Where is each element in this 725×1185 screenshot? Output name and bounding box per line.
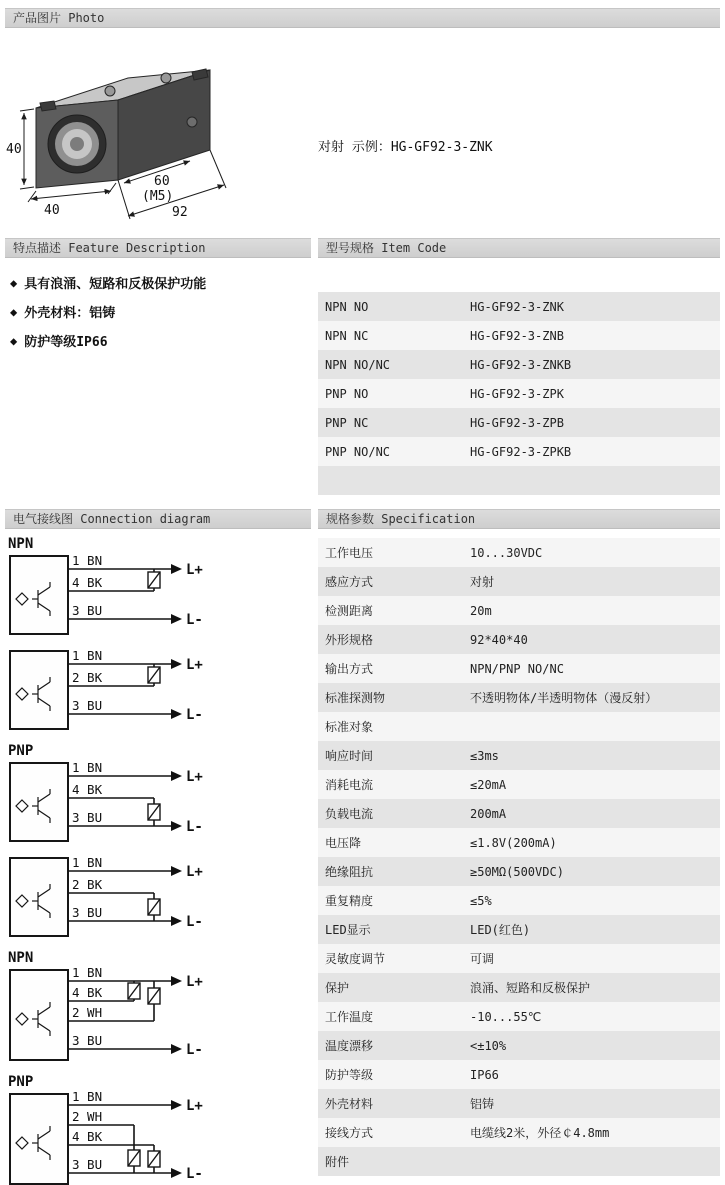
wiring-diagram-svg — [8, 967, 238, 1063]
dimension-height: 40 — [6, 142, 22, 157]
spec-value: 不透明物体/半透明物体（漫反射） — [470, 691, 658, 705]
load-symbol-icon — [128, 983, 140, 999]
load-symbol-icon — [148, 1151, 160, 1167]
feature-text: 防护等级IP66 — [24, 335, 108, 350]
feature-list — [10, 268, 310, 355]
item-code-row — [318, 437, 720, 466]
load-symbol-icon — [148, 988, 160, 1004]
spec-name: 保护 — [325, 981, 350, 995]
dimension-width: 40 — [44, 203, 60, 218]
pin-label: 3 BU — [72, 905, 103, 920]
side-screw — [187, 117, 197, 127]
arrow-icon — [171, 614, 182, 624]
dimension-thread: 60 — [154, 174, 170, 189]
bullet-diamond-icon: ◆ — [10, 304, 18, 319]
load-symbol-icon — [148, 572, 160, 588]
spec-value: -10...55℃ — [470, 1009, 542, 1024]
pin-label: 4 BK — [72, 985, 103, 1000]
spec-row — [318, 741, 720, 770]
item-code-row — [318, 292, 720, 321]
mounting-hole-2 — [161, 73, 171, 83]
spec-name: 重复精度 — [325, 894, 374, 908]
wiring-diagram-svg — [8, 760, 238, 844]
pin-label: 2 BK — [72, 877, 103, 892]
spec-value: 可调 — [470, 952, 495, 966]
load-symbol-icon — [148, 899, 160, 915]
rail-label: L+ — [186, 657, 203, 673]
arrow-icon — [171, 916, 182, 926]
load-symbol-icon — [148, 804, 160, 820]
spec-row — [318, 1002, 720, 1031]
lens — [48, 115, 106, 173]
item-type: PNP NO/NC — [325, 444, 391, 459]
spec-row — [318, 567, 720, 596]
spec-row — [318, 654, 720, 683]
mounting-tab-left — [40, 101, 56, 111]
wiring-diagram-svg — [8, 648, 238, 732]
arrow-icon — [171, 771, 182, 781]
diagram-list — [8, 536, 310, 1185]
pin-label: 2 WH — [72, 1005, 103, 1020]
spec-row — [318, 712, 720, 741]
spec-row — [318, 625, 720, 654]
wiring-diagram — [8, 536, 310, 641]
pin-label: 2 WH — [72, 1109, 103, 1124]
diagram-title: PNP — [8, 743, 34, 759]
section-title: 电气接线图 Connection diagram — [13, 512, 211, 526]
spec-row — [318, 683, 720, 712]
spec-row — [318, 973, 720, 1002]
wiring-diagram-svg — [8, 553, 238, 637]
pin-label: 1 BN — [72, 553, 103, 568]
item-code-row — [318, 321, 720, 350]
section-title: 规格参数 Specification — [326, 512, 476, 526]
item-type: PNP NC — [325, 415, 369, 430]
pin-label: 4 BK — [72, 782, 103, 797]
spec-row — [318, 1060, 720, 1089]
wiring-diagram — [8, 855, 310, 943]
pin-label: 1 BN — [72, 760, 103, 775]
wiring-diagram-svg — [8, 1091, 238, 1185]
spec-name: 工作电压 — [325, 546, 374, 560]
spec-row — [318, 828, 720, 857]
load-symbol-icon — [128, 1150, 140, 1166]
section-title: 型号规格 Item Code — [326, 241, 447, 255]
item-code-row — [318, 466, 720, 495]
pin-label: 1 BN — [72, 967, 103, 980]
spec-row — [318, 1118, 720, 1147]
rail-label: L- — [186, 1166, 203, 1182]
pin-label: 3 BU — [72, 810, 103, 825]
pin-label: 3 BU — [72, 698, 103, 713]
spec-name: 电压降 — [325, 836, 362, 850]
rail-label: L+ — [186, 974, 203, 990]
item-code-value: HG-GF92-3-ZNB — [470, 328, 564, 343]
arrow-icon — [171, 564, 182, 574]
spec-row — [318, 1031, 720, 1060]
spec-row — [318, 857, 720, 886]
wiring-diagram — [8, 1074, 310, 1185]
spec-value: 10...30VDC — [470, 545, 543, 560]
spec-row — [318, 944, 720, 973]
spec-row — [318, 799, 720, 828]
spec-name: 接线方式 — [325, 1126, 374, 1140]
item-code-value: HG-GF92-3-ZPB — [470, 415, 564, 430]
dimension-thread-note: (M5) — [142, 189, 174, 204]
mounting-hole-1 — [105, 86, 115, 96]
wiring-diagram — [8, 743, 310, 848]
spec-value: 铝铸 — [470, 1097, 495, 1111]
rail-label: L- — [186, 819, 203, 835]
arrow-icon — [171, 821, 182, 831]
feature-item — [10, 326, 310, 355]
rail-label: L+ — [186, 864, 203, 880]
section-header-connection — [5, 509, 311, 529]
spec-name: 检测距离 — [325, 604, 374, 618]
spec-name: 防护等级 — [325, 1068, 374, 1082]
product-drawing — [6, 30, 256, 230]
diagram-title: NPN — [8, 536, 34, 552]
photo-caption: 对射 示例：HG-GF92-3-ZNK — [318, 140, 493, 155]
spec-value: 200mA — [470, 806, 507, 821]
arrow-icon — [171, 1168, 182, 1178]
spec-row — [318, 1147, 720, 1176]
spec-row — [318, 596, 720, 625]
rail-label: L- — [186, 1042, 203, 1058]
spec-value: ≤20mA — [470, 777, 507, 792]
spec-name: 工作温度 — [325, 1010, 374, 1024]
item-code-row — [318, 408, 720, 437]
item-code-table — [318, 292, 720, 495]
arrow-icon — [171, 1044, 182, 1054]
pin-label: 4 BK — [72, 575, 103, 590]
item-code-row — [318, 350, 720, 379]
rail-label: L+ — [186, 562, 203, 578]
bullet-diamond-icon: ◆ — [10, 275, 18, 290]
wiring-diagram-svg — [8, 855, 238, 939]
spec-row — [318, 538, 720, 567]
pin-label: 2 BK — [72, 670, 103, 685]
spec-value: IP66 — [470, 1067, 499, 1082]
spec-name: 外形规格 — [325, 633, 374, 647]
spec-value: ≥50MΩ(500VDC) — [470, 864, 564, 879]
spec-name: 标准对象 — [325, 720, 374, 734]
pin-label: 4 BK — [72, 1129, 103, 1144]
spec-value: 电缆线2米，外径￠4.8mm — [470, 1126, 610, 1140]
spec-value: 浪涌、短路和反极保护 — [470, 981, 591, 995]
section-header-specification — [318, 509, 720, 529]
spec-name: 灵敏度调节 — [325, 952, 386, 966]
spec-name: 负载电流 — [325, 807, 374, 821]
wiring-diagram — [8, 648, 310, 736]
arrow-icon — [171, 709, 182, 719]
spec-value: ≤5% — [470, 893, 492, 908]
section-header-features — [5, 238, 311, 258]
pin-label: 3 BU — [72, 1157, 103, 1172]
arrow-icon — [171, 866, 182, 876]
section-title: 特点描述 Feature Description — [13, 241, 206, 255]
rail-label: L+ — [186, 769, 203, 785]
spec-value: ≤3ms — [470, 748, 499, 763]
arrow-icon — [171, 659, 182, 669]
arrow-icon — [171, 976, 182, 986]
spec-name: LED显示 — [325, 923, 371, 937]
spec-row — [318, 886, 720, 915]
spec-row — [318, 915, 720, 944]
spec-name: 输出方式 — [325, 662, 374, 676]
item-code-value: HG-GF92-3-ZPKB — [470, 444, 572, 459]
spec-value: <±10% — [470, 1038, 507, 1053]
spec-value: ≤1.8V(200mA) — [470, 835, 557, 850]
spec-value: NPN/PNP NO/NC — [470, 661, 564, 676]
section-header-item-code — [318, 238, 720, 258]
spec-row — [318, 1089, 720, 1118]
rail-label: L+ — [186, 1098, 203, 1114]
spec-name: 标准探测物 — [325, 691, 386, 705]
product-image — [6, 30, 256, 230]
spec-value: 对射 — [470, 575, 495, 589]
spec-name: 感应方式 — [325, 575, 374, 589]
spec-name: 消耗电流 — [325, 778, 374, 792]
spec-name: 外壳材料 — [325, 1097, 374, 1111]
feature-text: 外壳材料：铝铸 — [24, 306, 116, 321]
dimension-length: 92 — [172, 205, 188, 220]
diagram-title: NPN — [8, 950, 34, 966]
section-title: 产品图片 Photo — [13, 11, 105, 25]
spec-table — [318, 538, 720, 1176]
rail-label: L- — [186, 612, 203, 628]
pin-label: 3 BU — [72, 603, 103, 618]
spec-value: 92*40*40 — [470, 632, 528, 647]
item-code-value: HG-GF92-3-ZNKB — [470, 357, 572, 372]
feature-item — [10, 268, 310, 297]
spec-name: 绝缘阻抗 — [325, 865, 374, 879]
spec-value: LED(红色) — [470, 923, 531, 937]
diagram-title: PNP — [8, 1074, 34, 1090]
feature-text: 具有浪涌、短路和反极保护功能 — [24, 277, 207, 292]
feature-item — [10, 297, 310, 326]
pin-label: 3 BU — [72, 1033, 103, 1048]
arrow-icon — [171, 1100, 182, 1110]
rail-label: L- — [186, 707, 203, 723]
item-type: NPN NO — [325, 299, 369, 314]
rail-label: L- — [186, 914, 203, 930]
item-type: NPN NO/NC — [325, 357, 391, 372]
pin-label: 1 BN — [72, 1091, 103, 1104]
section-header-photo — [5, 8, 720, 28]
item-code-value: HG-GF92-3-ZNK — [470, 299, 564, 314]
load-symbol-icon — [148, 667, 160, 683]
pin-label: 1 BN — [72, 855, 103, 870]
spec-name: 附件 — [325, 1155, 350, 1169]
item-code-row — [318, 379, 720, 408]
item-code-value: HG-GF92-3-ZPK — [470, 386, 564, 401]
pin-label: 1 BN — [72, 648, 103, 663]
item-type: PNP NO — [325, 386, 369, 401]
item-type: NPN NC — [325, 328, 369, 343]
spec-value: 20m — [470, 603, 492, 618]
spec-name: 响应时间 — [325, 749, 374, 763]
spec-row — [318, 770, 720, 799]
wiring-diagram — [8, 950, 310, 1067]
spec-name: 温度漂移 — [325, 1039, 374, 1053]
bullet-diamond-icon: ◆ — [10, 333, 18, 348]
